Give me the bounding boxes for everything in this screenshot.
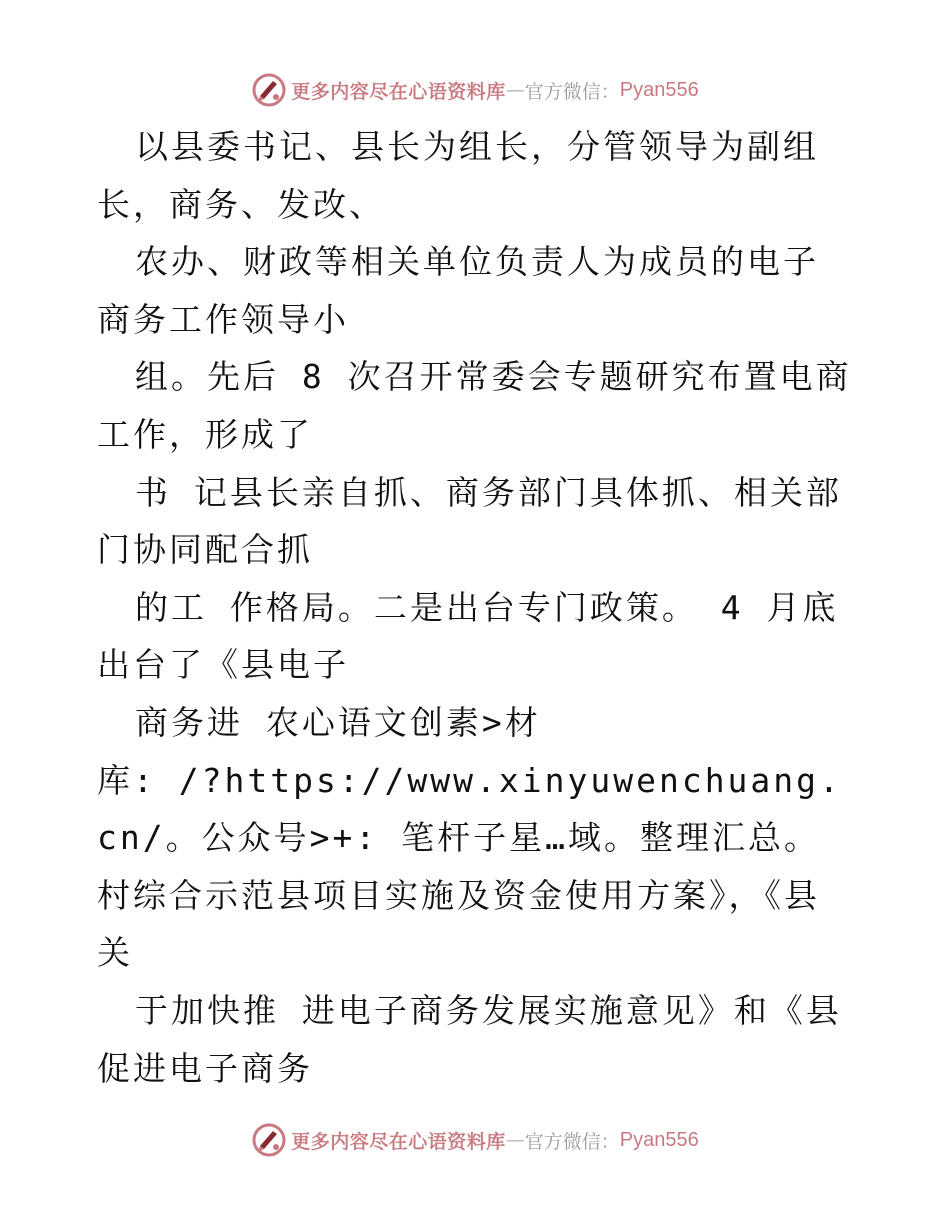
wechat-label: 官方微信：	[524, 80, 620, 103]
wechat-id: Pyan556	[619, 78, 699, 101]
brand-separator: —	[505, 1129, 525, 1151]
page-header	[0, 68, 950, 112]
paragraph: 的工 作格局。二是出台专门政策。 4 月底出台了《县电子	[97, 587, 839, 685]
brand-logo-icon	[251, 72, 287, 108]
wechat-label: 官方微信：	[524, 1130, 620, 1153]
wechat-id: Pyan556	[619, 1128, 699, 1151]
document-body	[97, 118, 853, 1097]
page-footer	[0, 1118, 950, 1162]
paragraph: 农办、财政等相关单位负责人为成员的电子商务工作领导小	[97, 242, 819, 339]
brand-text: 更多内容尽在心语资料库	[291, 80, 506, 103]
paragraph: 商务进 农心语文创素>材	[135, 702, 541, 742]
brand-text: 更多内容尽在心语资料库	[291, 1130, 506, 1153]
brand-logo-icon	[251, 1122, 287, 1158]
paragraph: 以县委书记、县长为组长，分管领导为副组长，商务、发改、	[97, 127, 819, 224]
paragraph: 库: /?https://www.xinyuwenchuang.cn/。公众号>+: 笔杆子星…域。整理汇总。村综合示范县项目实施及资金使用方案》，《县关	[97, 760, 842, 973]
paragraph: 组。先后 8 次召开常委会专题研究布置电商工作，形成了	[97, 357, 852, 454]
paragraph: 书 记县长亲自抓、商务部门具体抓、相关部门协同配合抓	[97, 472, 842, 570]
brand-separator: —	[505, 79, 525, 101]
paragraph: 于加快推 进电子商务发展实施意见》和《县促进电子商务	[97, 990, 842, 1088]
